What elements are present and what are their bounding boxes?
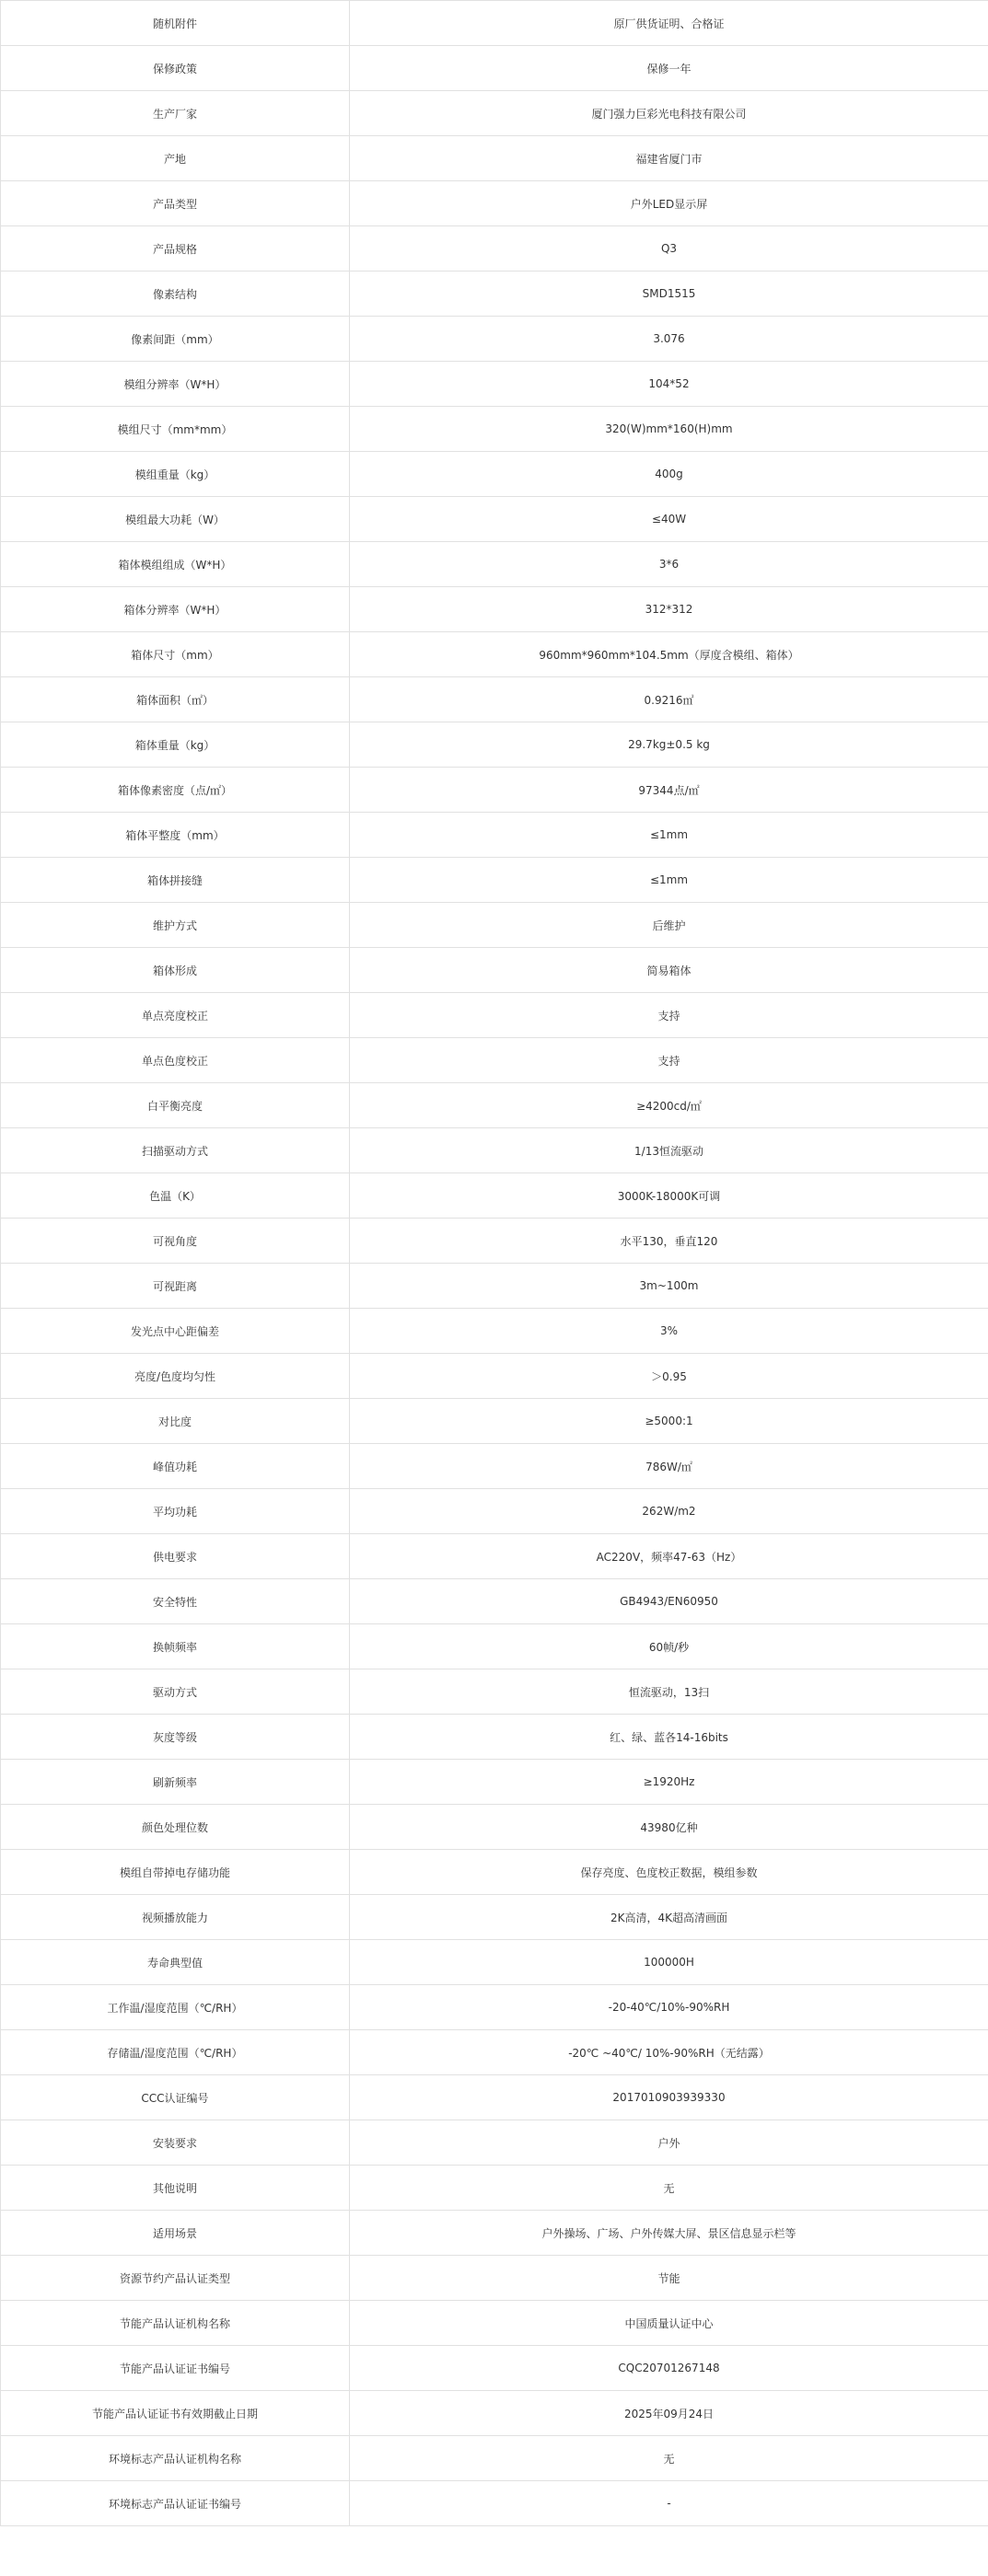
spec-label: 工作温/湿度范围（℃/RH） (1, 1985, 350, 2030)
spec-row (1, 1850, 988, 1895)
spec-row (1, 993, 988, 1038)
spec-label: 随机附件 (1, 1, 350, 46)
spec-label: 箱体形成 (1, 948, 350, 993)
spec-label: 环境标志产品认证机构名称 (1, 2436, 350, 2481)
spec-label: 发光点中心距偏差 (1, 1309, 350, 1354)
spec-value: 312*312 (350, 587, 988, 632)
spec-value: 福建省厦门市 (350, 136, 988, 181)
spec-label: 箱体模组组成（W*H） (1, 542, 350, 587)
spec-label: 箱体重量（kg） (1, 722, 350, 768)
spec-value: 3000K-18000K可调 (350, 1173, 988, 1219)
spec-value: 400g (350, 452, 988, 497)
spec-label: 生产厂家 (1, 91, 350, 136)
spec-value: ≤40W (350, 497, 988, 542)
spec-value: 后维护 (350, 903, 988, 948)
spec-label: 箱体像素密度（点/㎡） (1, 768, 350, 813)
spec-label: 单点色度校正 (1, 1038, 350, 1083)
spec-row (1, 1895, 988, 1940)
spec-row (1, 768, 988, 813)
spec-value: 户外 (350, 2120, 988, 2166)
spec-row (1, 2075, 988, 2120)
spec-label: 色温（K） (1, 1173, 350, 1219)
spec-row (1, 1940, 988, 1985)
spec-value: 节能 (350, 2256, 988, 2301)
spec-row (1, 317, 988, 362)
spec-value: Q3 (350, 226, 988, 271)
spec-row (1, 497, 988, 542)
spec-value: 960mm*960mm*104.5mm（厚度含模组、箱体） (350, 632, 988, 677)
spec-value: 2025年09月24日 (350, 2391, 988, 2436)
spec-value: 786W/㎡ (350, 1444, 988, 1489)
spec-label: 模组分辨率（W*H） (1, 362, 350, 407)
spec-row (1, 1805, 988, 1850)
spec-value: 60帧/秒 (350, 1624, 988, 1669)
spec-value: GB4943/EN60950 (350, 1579, 988, 1624)
spec-value: 中国质量认证中心 (350, 2301, 988, 2346)
spec-label: 箱体尺寸（mm） (1, 632, 350, 677)
spec-row (1, 1399, 988, 1444)
spec-label: 像素结构 (1, 271, 350, 317)
spec-value: -20℃ ~40℃/ 10%-90%RH（无结露） (350, 2030, 988, 2075)
spec-label: 模组最大功耗（W） (1, 497, 350, 542)
spec-row (1, 1219, 988, 1264)
spec-value: -20-40℃/10%-90%RH (350, 1985, 988, 2030)
spec-row (1, 452, 988, 497)
spec-row (1, 2436, 988, 2481)
spec-row (1, 813, 988, 858)
spec-label: 环境标志产品认证证书编号 (1, 2481, 350, 2526)
spec-value: 无 (350, 2436, 988, 2481)
spec-label: 产地 (1, 136, 350, 181)
spec-value: ≥5000:1 (350, 1399, 988, 1444)
spec-label: 换帧频率 (1, 1624, 350, 1669)
spec-row (1, 1624, 988, 1669)
spec-value: 2K高清，4K超高清画面 (350, 1895, 988, 1940)
spec-value: 320(W)mm*160(H)mm (350, 407, 988, 452)
spec-label: 刷新频率 (1, 1760, 350, 1805)
spec-row (1, 722, 988, 768)
spec-value: 水平130，垂直120 (350, 1219, 988, 1264)
spec-value: 原厂供货证明、合格证 (350, 1, 988, 46)
spec-label: 可视角度 (1, 1219, 350, 1264)
spec-row (1, 181, 988, 226)
spec-value: 1/13恒流驱动 (350, 1128, 988, 1173)
spec-row (1, 2211, 988, 2256)
spec-value: ≤1mm (350, 858, 988, 903)
spec-value: 简易箱体 (350, 948, 988, 993)
spec-label: 维护方式 (1, 903, 350, 948)
spec-value: 保存亮度、色度校正数据，模组参数 (350, 1850, 988, 1895)
spec-value: 2017010903939330 (350, 2075, 988, 2120)
spec-value: 100000H (350, 1940, 988, 1985)
spec-label: 模组自带掉电存储功能 (1, 1850, 350, 1895)
spec-row (1, 136, 988, 181)
spec-value: 3% (350, 1309, 988, 1354)
spec-label: 节能产品认证机构名称 (1, 2301, 350, 2346)
spec-value: 红、绿、蓝各14-16bits (350, 1715, 988, 1760)
spec-row (1, 2346, 988, 2391)
spec-value: ＞0.95 (350, 1354, 988, 1399)
spec-value: ≥4200cd/㎡ (350, 1083, 988, 1128)
spec-label: 寿命典型值 (1, 1940, 350, 1985)
spec-value: ≤1mm (350, 813, 988, 858)
spec-row (1, 1715, 988, 1760)
spec-row (1, 271, 988, 317)
spec-row (1, 2391, 988, 2436)
spec-label: 适用场景 (1, 2211, 350, 2256)
spec-row (1, 2481, 988, 2526)
spec-row (1, 1534, 988, 1579)
spec-label: 扫描驱动方式 (1, 1128, 350, 1173)
spec-value: 3*6 (350, 542, 988, 587)
spec-row (1, 1264, 988, 1309)
spec-row (1, 632, 988, 677)
spec-label: 峰值功耗 (1, 1444, 350, 1489)
spec-row (1, 677, 988, 722)
spec-label: 可视距离 (1, 1264, 350, 1309)
spec-row (1, 1, 988, 46)
spec-table-body (1, 1, 988, 2526)
spec-value: ≥1920Hz (350, 1760, 988, 1805)
spec-value: 厦门强力巨彩光电科技有限公司 (350, 91, 988, 136)
spec-label: 箱体拼接缝 (1, 858, 350, 903)
spec-row (1, 91, 988, 136)
spec-row (1, 948, 988, 993)
spec-label: 箱体平整度（mm） (1, 813, 350, 858)
spec-row (1, 1985, 988, 2030)
spec-row (1, 903, 988, 948)
spec-row (1, 1038, 988, 1083)
spec-label: 产品类型 (1, 181, 350, 226)
spec-label: 亮度/色度均匀性 (1, 1354, 350, 1399)
spec-value: - (350, 2481, 988, 2526)
spec-row (1, 46, 988, 91)
spec-row (1, 587, 988, 632)
spec-value: 104*52 (350, 362, 988, 407)
spec-label: 供电要求 (1, 1534, 350, 1579)
spec-label: 视频播放能力 (1, 1895, 350, 1940)
spec-row (1, 1444, 988, 1489)
spec-value: SMD1515 (350, 271, 988, 317)
spec-value: AC220V，频率47-63（Hz） (350, 1534, 988, 1579)
spec-value: 支持 (350, 993, 988, 1038)
spec-label: 灰度等级 (1, 1715, 350, 1760)
spec-label: 模组尺寸（mm*mm） (1, 407, 350, 452)
spec-label: 箱体分辨率（W*H） (1, 587, 350, 632)
spec-row (1, 1354, 988, 1399)
spec-row (1, 2301, 988, 2346)
spec-row (1, 542, 988, 587)
spec-value: 3.076 (350, 317, 988, 362)
spec-value: 29.7kg±0.5 kg (350, 722, 988, 768)
spec-value: 户外LED显示屏 (350, 181, 988, 226)
spec-row (1, 1760, 988, 1805)
spec-row (1, 1489, 988, 1534)
spec-label: 产品规格 (1, 226, 350, 271)
spec-row (1, 2030, 988, 2075)
spec-label: 箱体面积（㎡） (1, 677, 350, 722)
spec-label: CCC认证编号 (1, 2075, 350, 2120)
spec-row (1, 1128, 988, 1173)
spec-value: 262W/m2 (350, 1489, 988, 1534)
spec-row (1, 2120, 988, 2166)
spec-row (1, 1669, 988, 1715)
spec-label: 保修政策 (1, 46, 350, 91)
spec-value: 3m~100m (350, 1264, 988, 1309)
spec-label: 模组重量（kg） (1, 452, 350, 497)
spec-label: 安装要求 (1, 2120, 350, 2166)
spec-label: 对比度 (1, 1399, 350, 1444)
spec-value: 户外操场、广场、户外传媒大屏、景区信息显示栏等 (350, 2211, 988, 2256)
spec-value: 保修一年 (350, 46, 988, 91)
spec-label: 其他说明 (1, 2166, 350, 2211)
spec-label: 单点亮度校正 (1, 993, 350, 1038)
spec-row (1, 407, 988, 452)
spec-value: 恒流驱动，13扫 (350, 1669, 988, 1715)
spec-row (1, 226, 988, 271)
spec-value: 43980亿种 (350, 1805, 988, 1850)
spec-row (1, 362, 988, 407)
spec-row (1, 2256, 988, 2301)
spec-value: CQC20701267148 (350, 2346, 988, 2391)
spec-label: 像素间距（mm） (1, 317, 350, 362)
spec-row (1, 1173, 988, 1219)
spec-label: 节能产品认证证书编号 (1, 2346, 350, 2391)
spec-row (1, 1579, 988, 1624)
spec-label: 平均功耗 (1, 1489, 350, 1534)
spec-label: 驱动方式 (1, 1669, 350, 1715)
spec-label: 颜色处理位数 (1, 1805, 350, 1850)
spec-value: 0.9216㎡ (350, 677, 988, 722)
spec-label: 安全特性 (1, 1579, 350, 1624)
spec-label: 资源节约产品认证类型 (1, 2256, 350, 2301)
spec-value: 无 (350, 2166, 988, 2211)
spec-value: 支持 (350, 1038, 988, 1083)
spec-row (1, 2166, 988, 2211)
spec-label: 节能产品认证证书有效期截止日期 (1, 2391, 350, 2436)
spec-row (1, 1083, 988, 1128)
spec-label: 白平衡亮度 (1, 1083, 350, 1128)
spec-row (1, 858, 988, 903)
spec-row (1, 1309, 988, 1354)
spec-value: 97344点/㎡ (350, 768, 988, 813)
spec-label: 存储温/湿度范围（℃/RH） (1, 2030, 350, 2075)
